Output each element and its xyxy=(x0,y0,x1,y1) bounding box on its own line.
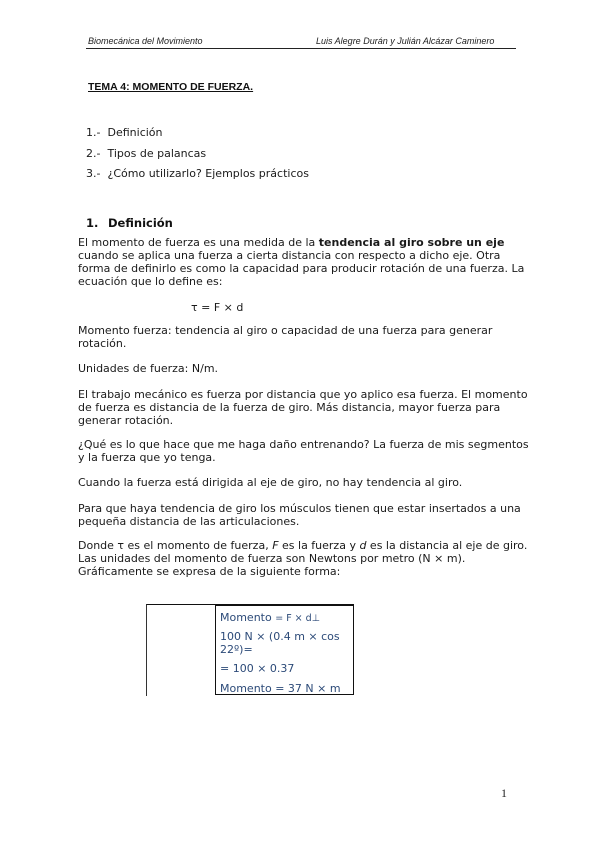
section-heading xyxy=(86,216,173,230)
toc-label: Definición xyxy=(107,126,163,139)
paragraph-dano: ¿Qué es lo que hace que me haga daño entrenando? La fuerza de mis segmentos y la fuerza que yo tenga. xyxy=(78,438,529,464)
page-number: 1 xyxy=(501,786,507,800)
toc-number: 2.- xyxy=(86,147,101,160)
intro-paragraph xyxy=(78,236,530,288)
intro-text-after: cuando se aplica una fuerza a cierta distancia con respecto a dicho eje. Otra forma de definirlo es como la capacidad para producir rotación de una fuerza. La ecuación que lo define es: xyxy=(78,249,525,288)
section-title: Definición xyxy=(108,216,173,230)
figure-image-area xyxy=(146,604,216,696)
toc-number: 1.- xyxy=(86,126,101,139)
paragraph-definicion xyxy=(78,539,530,578)
paragraph-trabajo: El trabajo mecánico es fuerza por distancia que yo aplico esa fuerza. El momento de fuerza es distancia de la fuerza de giro. Más distancia, mayor fuerza para generar rotación. xyxy=(78,388,528,427)
definition-text: es el momento de fuerza, xyxy=(124,539,273,552)
force-symbol: F xyxy=(272,539,279,552)
intro-text-before: El momento de fuerza es una medida de la xyxy=(78,236,319,249)
toc-item-1 xyxy=(86,126,163,139)
torque-formula: τ = F × d xyxy=(191,301,244,314)
header-right-text: Luis Alegre Durán y Julián Alcázar Caminero xyxy=(316,36,495,46)
figure-line-3: = 100 × 0.37 xyxy=(220,662,295,675)
header-left-text: Biomecánica del Movimiento xyxy=(88,36,203,46)
section-number: 1. xyxy=(86,216,99,230)
toc-label: ¿Cómo utilizarlo? Ejemplos prácticos xyxy=(107,167,309,180)
figure-momento-formula: = F × d⊥ xyxy=(275,613,320,624)
toc-number: 3.- xyxy=(86,167,101,180)
paragraph-momento: Momento fuerza: tendencia al giro o capacidad de una fuerza para generar rotación. xyxy=(78,324,493,350)
chapter-title: TEMA 4: MOMENTO DE FUERZA. xyxy=(88,81,254,93)
tau-symbol: τ xyxy=(117,539,125,552)
figure-line-4: Momento = 37 N × m xyxy=(220,682,341,695)
figure-line-2: 100 N × (0.4 m × cos 22º)= xyxy=(220,630,340,656)
distance-symbol: d xyxy=(359,539,367,552)
figure-momento-label: Momento xyxy=(220,611,276,624)
intro-bold-text: tendencia al giro sobre un eje xyxy=(318,236,505,249)
toc-label: Tipos de palancas xyxy=(107,147,207,160)
toc-item-2 xyxy=(86,147,206,160)
paragraph-eje: Cuando la fuerza está dirigida al eje de giro, no hay tendencia al giro. xyxy=(78,476,463,489)
header-rule xyxy=(86,48,516,49)
paragraph-unidades: Unidades de fuerza: N/m. xyxy=(78,362,219,375)
definition-text: Donde xyxy=(78,539,118,552)
definition-text: es la fuerza y xyxy=(278,539,360,552)
paragraph-musculos: Para que haya tendencia de giro los músculos tienen que estar insertados a una pequeña distancia de las articulaciones. xyxy=(78,502,521,528)
toc-item-3 xyxy=(86,167,309,180)
definition-text: es la distancia al eje de giro. Las unidades del momento de fuerza son Newtons por metro (N × m). Gráficamente se expresa de la siguiente forma: xyxy=(78,539,528,578)
figure-line-1 xyxy=(220,611,320,625)
